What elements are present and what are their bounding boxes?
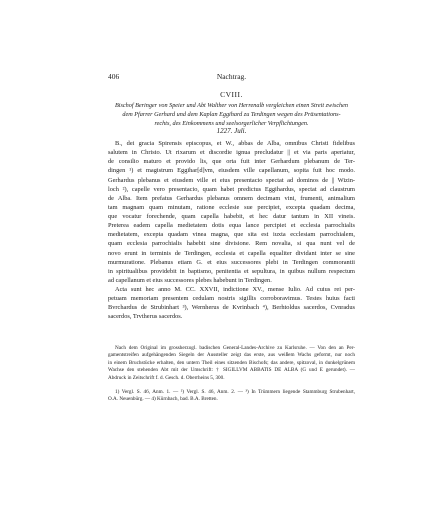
body-line: Acta sunt hec anno M. CC. XXVII, indictione XV., mense Iulio. Ad cuius rei per- (115, 286, 355, 293)
heading-line: dem Pfarrer Gerhard und dem Kaplan Eggihard zu Terdingen wegen des Präsentations- (122, 111, 341, 118)
heading-line: Bischof Beringer von Speier und Abt Walther von Herrenalb vergleichen einen Streit zwischen (114, 102, 348, 109)
body-line: B., dei gracia Spirensis episcopus, et W., abbas de Alba, omnibus Christi fidelibus (115, 140, 355, 147)
body-line: loch ²), capelle vero presentacio, quam habet predictus Eggihardus, spectat ad claustrum (108, 185, 355, 193)
footnote-line: O.A. Neuenbürg. — 4) Kürnbach, bad. B.A. Bretten. (108, 396, 218, 403)
document-number: CVIII. (220, 90, 243, 99)
running-title: Nachtrag. (216, 72, 247, 81)
document-body (108, 139, 355, 322)
body-line: petuam memoriam presentem cedulam nostris sigillis corroboravimus. Testes huius facti (108, 295, 355, 303)
note-line: Abdruck in Zeitschrift f. d. Gesch. d. Oberrheins 5, 300. (108, 374, 225, 381)
note-line: Nach dem Original im grossherzogl. badischen General-Landes-Archive zu Karlsruhe. — Von den an Per- (115, 345, 355, 351)
body-line: quam ecclesia parrochialis habebit sine divisione. Rem novalia, si qua nunt vel de (108, 240, 355, 248)
body-line: salutem in Christo. Ut rixarum et discordie ignua precludatur || et via paris aperiatur, (108, 149, 355, 157)
body-line: murmuratione. Plebanus etiam G. et eius successores plebi in Terdingen commorantii (108, 258, 355, 266)
body-line: in spiritualibus providebit in baptismo, penitentia et sepultura, in quibus nullum respectum (108, 267, 355, 275)
note-line: in einem Bruchstücke erhalten, den untern Theil eines sitzenden Bischofs; das andere, spitzoval, in dunkelgrünem (108, 359, 355, 366)
body-line: de consilio maturo et provido lis, que orta fuit inter Gerhardum plebanum de Ter- (108, 158, 355, 166)
body-line: Gerhardus plebanus et eiusdem ville et eius presentacio spectat ad dominos de || Wizin- (108, 176, 355, 184)
body-line: novo erunt in terminis de Terdingen, ecclesia et capella equaliter dividant inter se sine (108, 249, 355, 257)
body-line: tam magnam quam minutam, ratione ecclesie sue percipiet, excepta quadam decima, (108, 203, 355, 211)
archive-note (108, 345, 355, 382)
footnotes (108, 389, 355, 404)
heading-line: rechts, des Einkommens und seelsorgerlicher Verpflichtungen. (154, 120, 309, 127)
body-line: de Alba. Item prefatus Gerhardus plebanus omnem decimam vini, frumenti, animalium (108, 194, 355, 202)
document-heading (108, 101, 355, 128)
note-line: Wachse den stehenden Abt mit der Umschrift: † SIGILLVM ABBATIS DE ALBA (G und E gerundet). — (108, 367, 355, 374)
body-line: Bvrchardus de Strubinhart ³), Wernherus de Kvrinbach ⁴), Berhtoldus sacerdos, Cvnradus (108, 304, 355, 312)
body-line: medietatem, excepta quadam vinea magna, que sita est iuxta ecclesiam parrochialem, (108, 231, 355, 239)
body-line: dingen ¹) et magistrum Eggihar[d]vm, eiusdem ville capellanum, sopita fuit hoc modo. (108, 167, 355, 175)
body-line: ad capellanum et eius successores plebes habebunt in Terdingen. (108, 276, 272, 284)
note-line: gamentstreifen aufgehängenden Siegeln der Aussteller zeigt das erste, aus weißem Wachs geformt, nur noch (108, 352, 355, 359)
body-line: Preterea eadem capella medietatem dotis equa lance percipiet et ecclesia parrochialis (108, 222, 355, 230)
footnote-line: 1) Vergl. S. 46, Anm. 1. — ²) Vergl. S. 46, Anm. 2. — ³) In Trümmern liegende Stammburg Strubenhart, (115, 389, 355, 395)
body-line: que vocatur forechende, quam capella habebit, et hec datur tantum in XII vineis. (108, 213, 355, 220)
page-header (108, 72, 355, 84)
body-line: sacerdos, Trvtherus sacerdos. (108, 313, 183, 321)
page-number: 406 (108, 72, 120, 81)
document-date: 1227. Juli. (216, 127, 247, 135)
